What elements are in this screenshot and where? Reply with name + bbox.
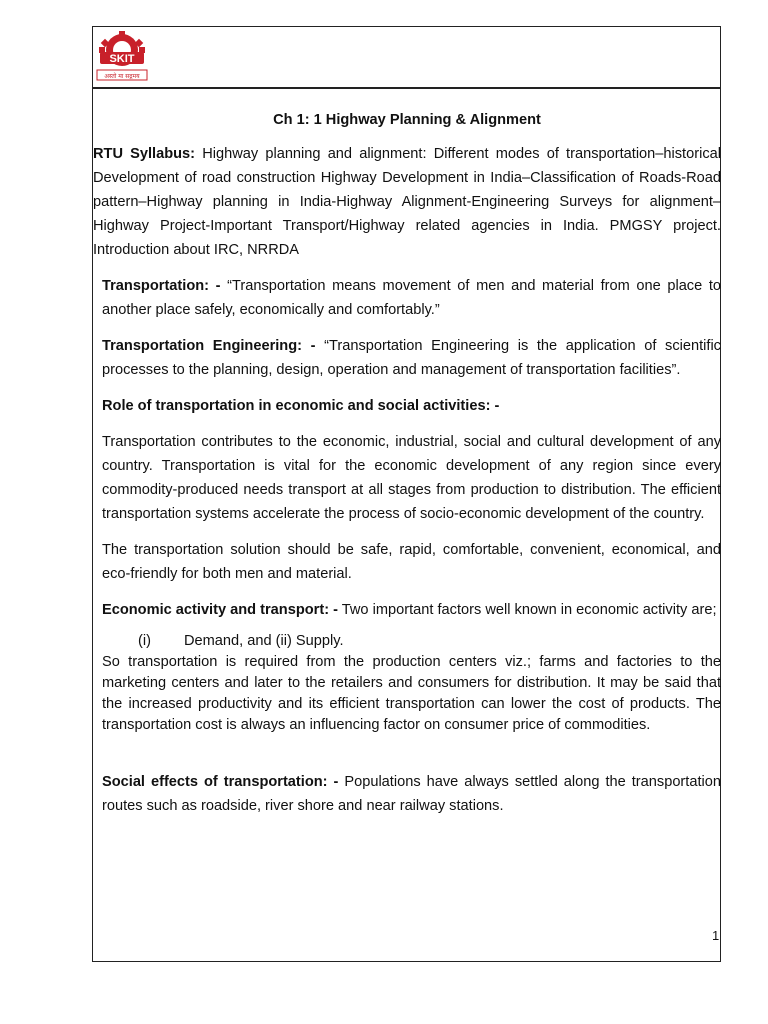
economic-text: Two important factors well known in economic activity are; bbox=[337, 602, 717, 618]
transportation-definition bbox=[93, 274, 721, 322]
social-label: Social effects of transportation: - bbox=[102, 774, 339, 790]
page-title: Ch 1: 1 Highway Planning & Alignment bbox=[273, 112, 541, 128]
economic-paragraph-2: So transportation is required from the production centers viz.; farms and factories to the marketing centers and later to the retailers and consumers for distribution. It may be said that the increased productivity and its efficient transportation can lower the cost of products. The transportation cost is always an influencing factor on consumer price of commodities. bbox=[102, 654, 721, 733]
list-item bbox=[93, 630, 721, 652]
role-heading-text: Role of transportation in economic and social activities: - bbox=[102, 398, 500, 414]
role-heading bbox=[93, 394, 721, 418]
transportation-label: Transportation: - bbox=[102, 278, 221, 294]
engineering-text: “Transportation Engineering is the application of scientific processes to the planning, design, operation and management of transportation facilities”. bbox=[102, 338, 721, 378]
logo-text: SKIT bbox=[109, 53, 135, 65]
social-paragraph bbox=[93, 770, 721, 818]
transportation-text: “Transportation means movement of men and material from one place to another place safely, economically and comfortably.” bbox=[102, 278, 722, 318]
syllabus-paragraph bbox=[93, 142, 721, 262]
header-divider bbox=[92, 87, 721, 89]
list-text: Demand, and (ii) Supply. bbox=[184, 633, 344, 649]
list-number: (i) bbox=[138, 633, 151, 649]
engineering-label: Transportation Engineering: - bbox=[102, 338, 316, 354]
engineering-definition bbox=[93, 334, 721, 382]
logo-motto: अस्तो मा सद्गमय bbox=[104, 73, 140, 80]
economic-label: Economic activity and transport: - bbox=[102, 602, 338, 618]
role-paragraph-2: The transportation solution should be safe, rapid, comfortable, convenient, economical, and eco-friendly for both men and material. bbox=[102, 542, 721, 582]
social-text: Populations have always settled along the transportation routes such as roadside, river shore and near railway stations. bbox=[102, 774, 721, 814]
page-number: 1 bbox=[712, 928, 720, 943]
economic-paragraph bbox=[93, 598, 721, 622]
document-body bbox=[93, 108, 721, 830]
syllabus-label: RTU Syllabus: bbox=[93, 146, 196, 162]
role-paragraph-1: Transportation contributes to the economic, industrial, social and cultural development of any country. Transportation is vital for the economic development of any region since every commodity-produced needs transport at all stages from production to distribution. The efficient transportation systems accelerate the process of socio-economic development of the country. bbox=[102, 434, 721, 522]
syllabus-text: Highway planning and alignment: Different modes of transportation–historical Development of road construction Highway Development in India–Classification of Roads-Road pattern–Highway planning in India-Highway Alignment-Engineering Surveys for alignment–Highway Project-Important Transport/Highway related agencies in India. PMGSY project. Introduction about IRC, NRRDA bbox=[93, 146, 721, 258]
skit-logo bbox=[94, 28, 150, 84]
